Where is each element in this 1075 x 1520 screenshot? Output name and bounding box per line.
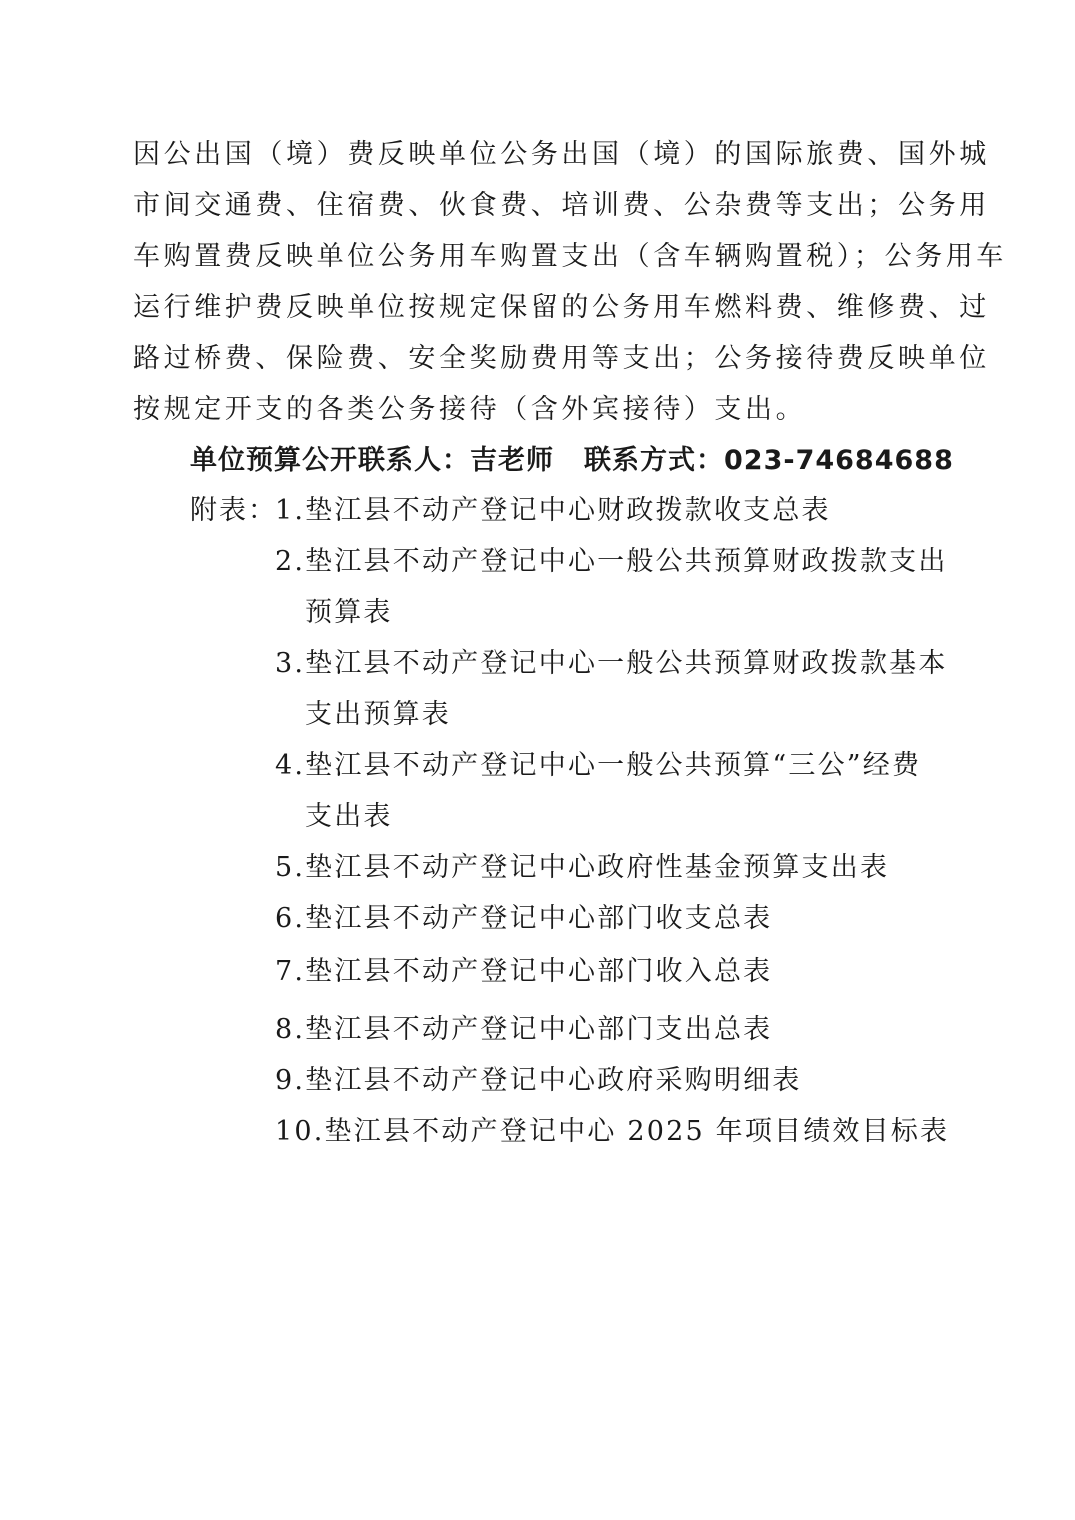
paragraph-line: 运行维护费反映单位按规定保留的公务用车燃料费、维修费、过: [133, 292, 990, 323]
contact-person: 单位预算公开联系人：吉老师: [190, 445, 554, 476]
contact-method: 联系方式：023-74684688: [584, 445, 954, 476]
paragraph-line: 车购置费反映单位公务用车购置支出（含车辆购置税）；公务用车: [133, 241, 1007, 272]
attachment-item-continuation: 支出表: [305, 801, 393, 832]
attachment-item: 7.垫江县不动产登记中心部门收入总表: [275, 956, 773, 987]
paragraph-line: 因公出国（境）费反映单位公务出国（境）的国际旅费、国外城: [133, 139, 990, 170]
attachment-item: 1.垫江县不动产登记中心财政拨款收支总表: [275, 495, 831, 526]
attachment-item: 10.垫江县不动产登记中心 2025 年项目绩效目标表: [275, 1116, 950, 1147]
attachments-label: 附表：: [190, 495, 277, 526]
attachment-item-continuation: 预算表: [305, 597, 393, 628]
attachment-item: 5.垫江县不动产登记中心政府性基金预算支出表: [275, 852, 890, 883]
attachment-item: 2.垫江县不动产登记中心一般公共预算财政拨款支出: [275, 546, 948, 577]
attachment-item: 9.垫江县不动产登记中心政府采购明细表: [275, 1065, 802, 1096]
paragraph-line: 市间交通费、住宿费、伙食费、培训费、公杂费等支出；公务用: [133, 190, 990, 221]
attachment-item: 3.垫江县不动产登记中心一般公共预算财政拨款基本: [275, 648, 948, 679]
paragraph-line: 按规定开支的各类公务接待（含外宾接待）支出。: [133, 394, 807, 425]
contact-info: [190, 444, 954, 478]
attachment-item-continuation: 支出预算表: [305, 699, 451, 730]
attachment-item: 4.垫江县不动产登记中心一般公共预算“三公”经费: [275, 750, 922, 781]
attachment-item: 8.垫江县不动产登记中心部门支出总表: [275, 1014, 773, 1045]
paragraph-line: 路过桥费、保险费、安全奖励费用等支出；公务接待费反映单位: [133, 343, 990, 374]
attachment-item: 6.垫江县不动产登记中心部门收支总表: [275, 903, 773, 934]
